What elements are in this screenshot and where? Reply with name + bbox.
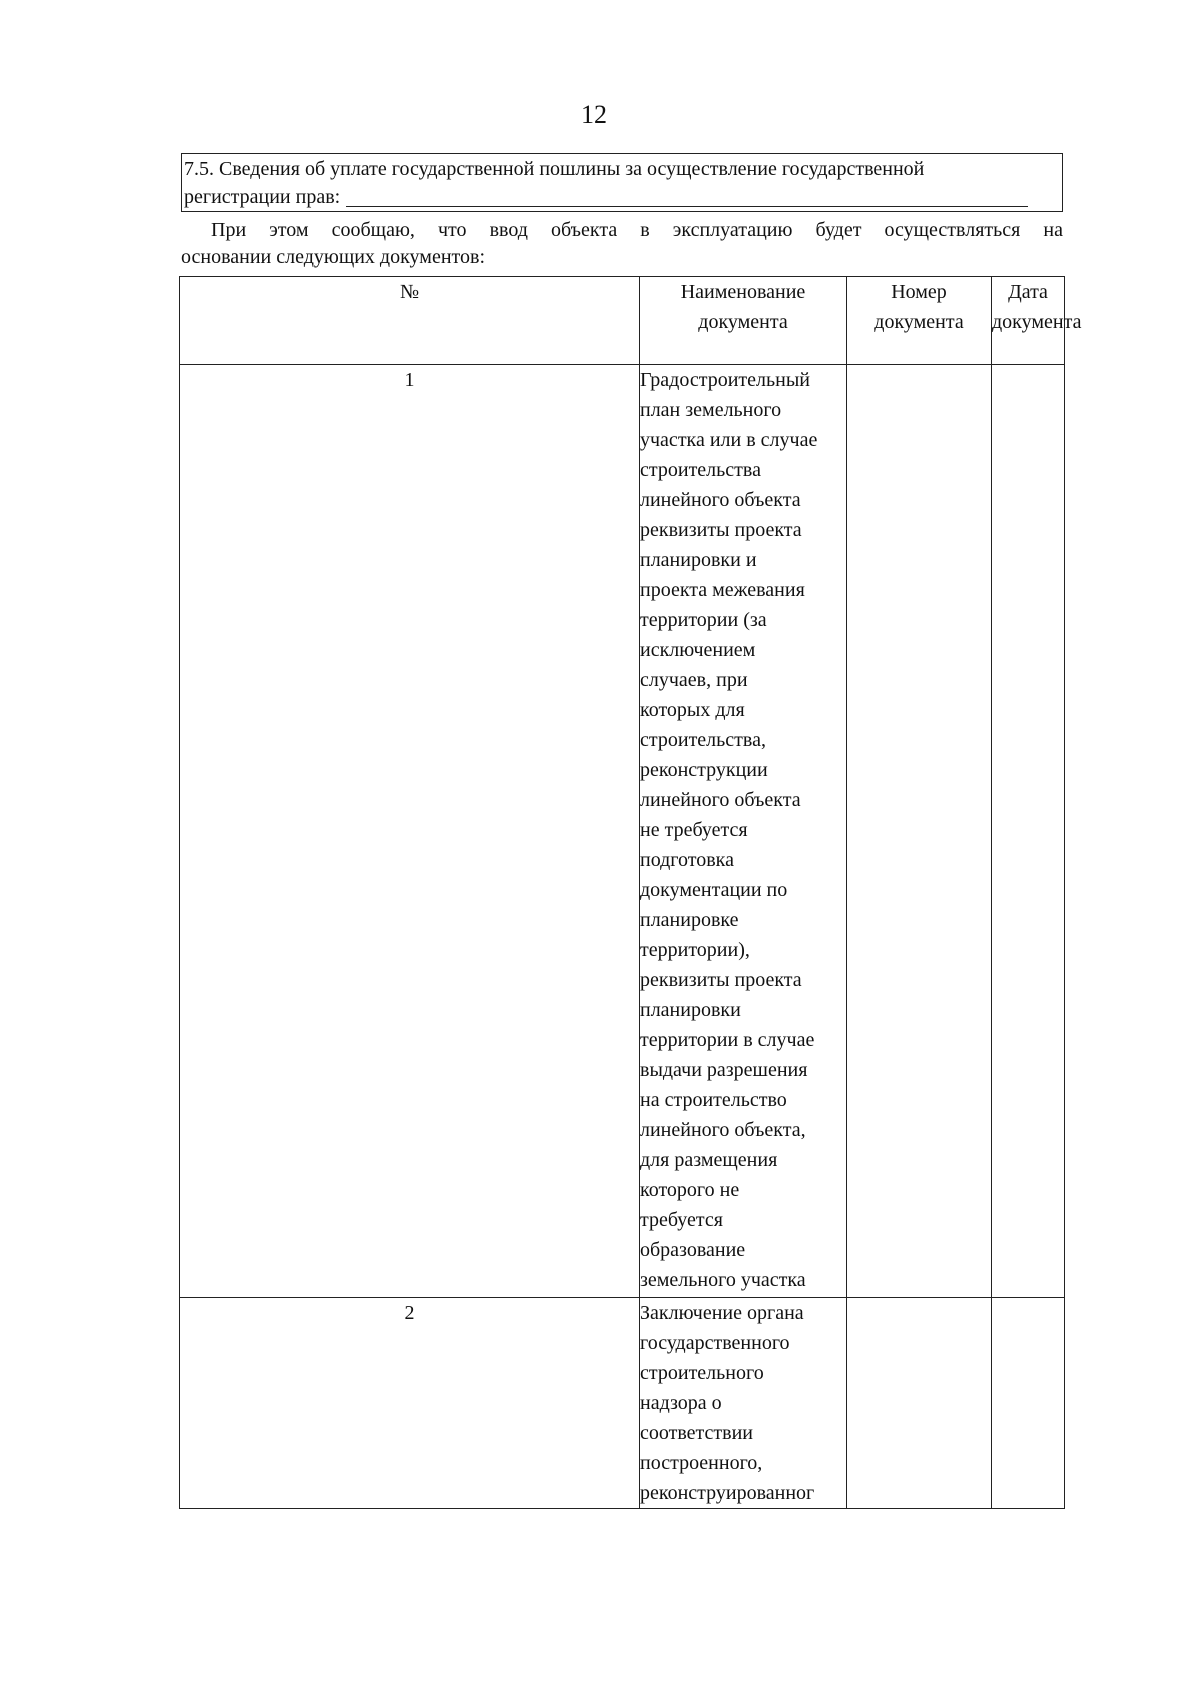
name-line: территории), bbox=[640, 939, 750, 961]
row-document-date[interactable] bbox=[992, 365, 1065, 1298]
name-line: документации по bbox=[640, 879, 788, 901]
name-line: земельного участка bbox=[640, 1269, 806, 1291]
name-line: случаев, при bbox=[640, 669, 748, 691]
name-line: линейного объекта bbox=[640, 789, 801, 811]
row-number: 2 bbox=[180, 1298, 640, 1509]
name-line: строительства bbox=[640, 459, 761, 481]
table-row bbox=[180, 365, 1065, 1298]
intro-paragraph bbox=[181, 217, 1063, 271]
state-fee-label-line1: 7.5. Сведения об уплате государственной пошлины за осуществление государственной bbox=[184, 158, 925, 180]
row-number: 1 bbox=[180, 365, 640, 1298]
name-line: построенного, bbox=[640, 1452, 763, 1474]
name-line: на строительство bbox=[640, 1089, 787, 1111]
name-line: не требуется bbox=[640, 819, 748, 841]
name-line: строительства, bbox=[640, 729, 766, 751]
name-line: реконструированног bbox=[640, 1482, 815, 1504]
state-fee-label-line2 bbox=[184, 183, 1062, 211]
name-line: соответствии bbox=[640, 1422, 754, 1444]
state-fee-blank-field[interactable] bbox=[346, 184, 1028, 207]
name-line: Заключение органа bbox=[640, 1302, 804, 1324]
table-header-row bbox=[180, 277, 1065, 365]
row-document-number[interactable] bbox=[847, 365, 992, 1298]
name-line: требуется bbox=[640, 1209, 723, 1231]
name-line: которых для bbox=[640, 699, 745, 721]
name-line: исключением bbox=[640, 639, 756, 661]
name-line: планировки и bbox=[640, 549, 757, 571]
name-line: выдачи разрешения bbox=[640, 1059, 808, 1081]
name-line: реконструкции bbox=[640, 759, 768, 781]
name-line: реквизиты проекта bbox=[640, 519, 802, 541]
name-line: подготовка bbox=[640, 849, 734, 871]
name-line: реквизиты проекта bbox=[640, 969, 802, 991]
row-document-date[interactable] bbox=[992, 1298, 1065, 1509]
intro-line-2: основании следующих документов: bbox=[181, 246, 485, 268]
name-line: строительного bbox=[640, 1362, 764, 1384]
name-line: проекта межевания bbox=[640, 579, 805, 601]
row-document-name bbox=[640, 365, 847, 1298]
name-line: линейного объекта, bbox=[640, 1119, 806, 1141]
state-fee-label: регистрации прав: bbox=[184, 186, 341, 208]
header-document-number: Номер документа bbox=[847, 277, 992, 365]
name-line: которого не bbox=[640, 1179, 740, 1201]
name-line: участка или в случае bbox=[640, 429, 818, 451]
row-document-name bbox=[640, 1298, 847, 1509]
name-line: линейного объекта bbox=[640, 489, 801, 511]
name-line: надзора о bbox=[640, 1392, 722, 1414]
name-line: образование bbox=[640, 1239, 746, 1261]
name-line: территории в случае bbox=[640, 1029, 815, 1051]
name-line: территории (за bbox=[640, 609, 767, 631]
documents-table bbox=[179, 276, 1082, 1509]
table-row bbox=[180, 1298, 1065, 1509]
header-document-name: Наименование документа bbox=[640, 277, 847, 365]
header-document-date: Дата документа bbox=[992, 277, 1065, 365]
name-line: планировки bbox=[640, 999, 741, 1021]
intro-line-1: При этом сообщаю, что ввод объекта в эксплуатацию будет осуществляться на bbox=[211, 219, 1063, 241]
page-number: 12 bbox=[581, 100, 607, 129]
row-document-number[interactable] bbox=[847, 1298, 992, 1509]
name-line: планировке bbox=[640, 909, 739, 931]
header-number-sign: № bbox=[180, 277, 640, 365]
name-line: государственного bbox=[640, 1332, 790, 1354]
name-line: Градостроительный bbox=[640, 369, 810, 391]
state-fee-section bbox=[181, 153, 1063, 212]
name-line: план земельного bbox=[640, 399, 782, 421]
name-line: для размещения bbox=[640, 1149, 778, 1171]
